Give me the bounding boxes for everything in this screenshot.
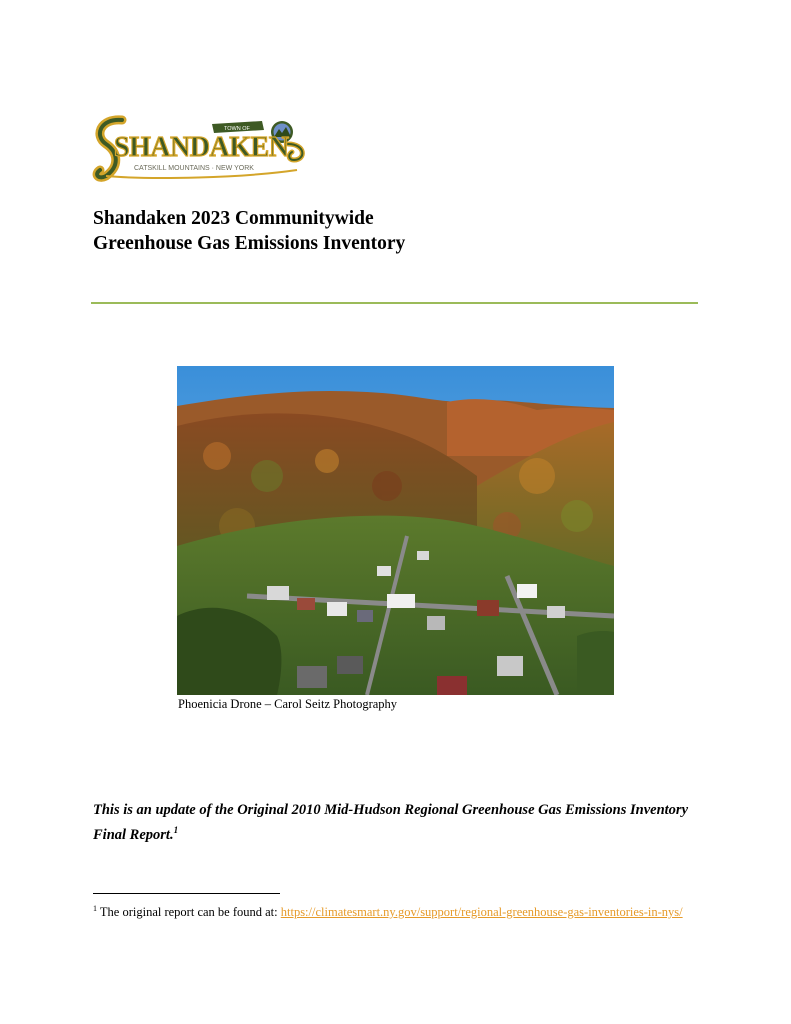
footnote-text: The original report can be found at:	[99, 905, 281, 920]
update-note-text: This is an update of the Original 2010 Mid-Hudson Regional Greenhouse Gas Emissions Inventory Final Report.	[93, 802, 689, 843]
aerial-photo	[177, 366, 614, 695]
photo-caption: Phoenicia Drone – Carol Seitz Photography	[178, 697, 398, 711]
update-note	[93, 800, 713, 845]
footnote-link[interactable]: https://climatesmart.ny.gov/support/regional-greenhouse-gas-inventories-in-nys/	[280, 905, 683, 920]
footnote-separator	[93, 893, 280, 894]
title-divider	[91, 302, 698, 304]
title-line-2: Greenhouse Gas Emissions Inventory	[93, 233, 406, 254]
logo-town-of: TOWN OF	[224, 126, 250, 132]
logo-tagline: CATSKILL MOUNTAINS · NEW YORK	[134, 165, 254, 172]
document-title	[93, 206, 405, 256]
footnote-reference[interactable]: 1	[173, 825, 179, 835]
logo-wordmark: SHANDAKEN	[114, 132, 289, 163]
footnote-marker: 1	[93, 904, 97, 913]
title-line-1: Shandaken 2023 Communitywide	[93, 208, 374, 229]
shandaken-logo	[92, 114, 310, 184]
footnote	[93, 901, 693, 920]
